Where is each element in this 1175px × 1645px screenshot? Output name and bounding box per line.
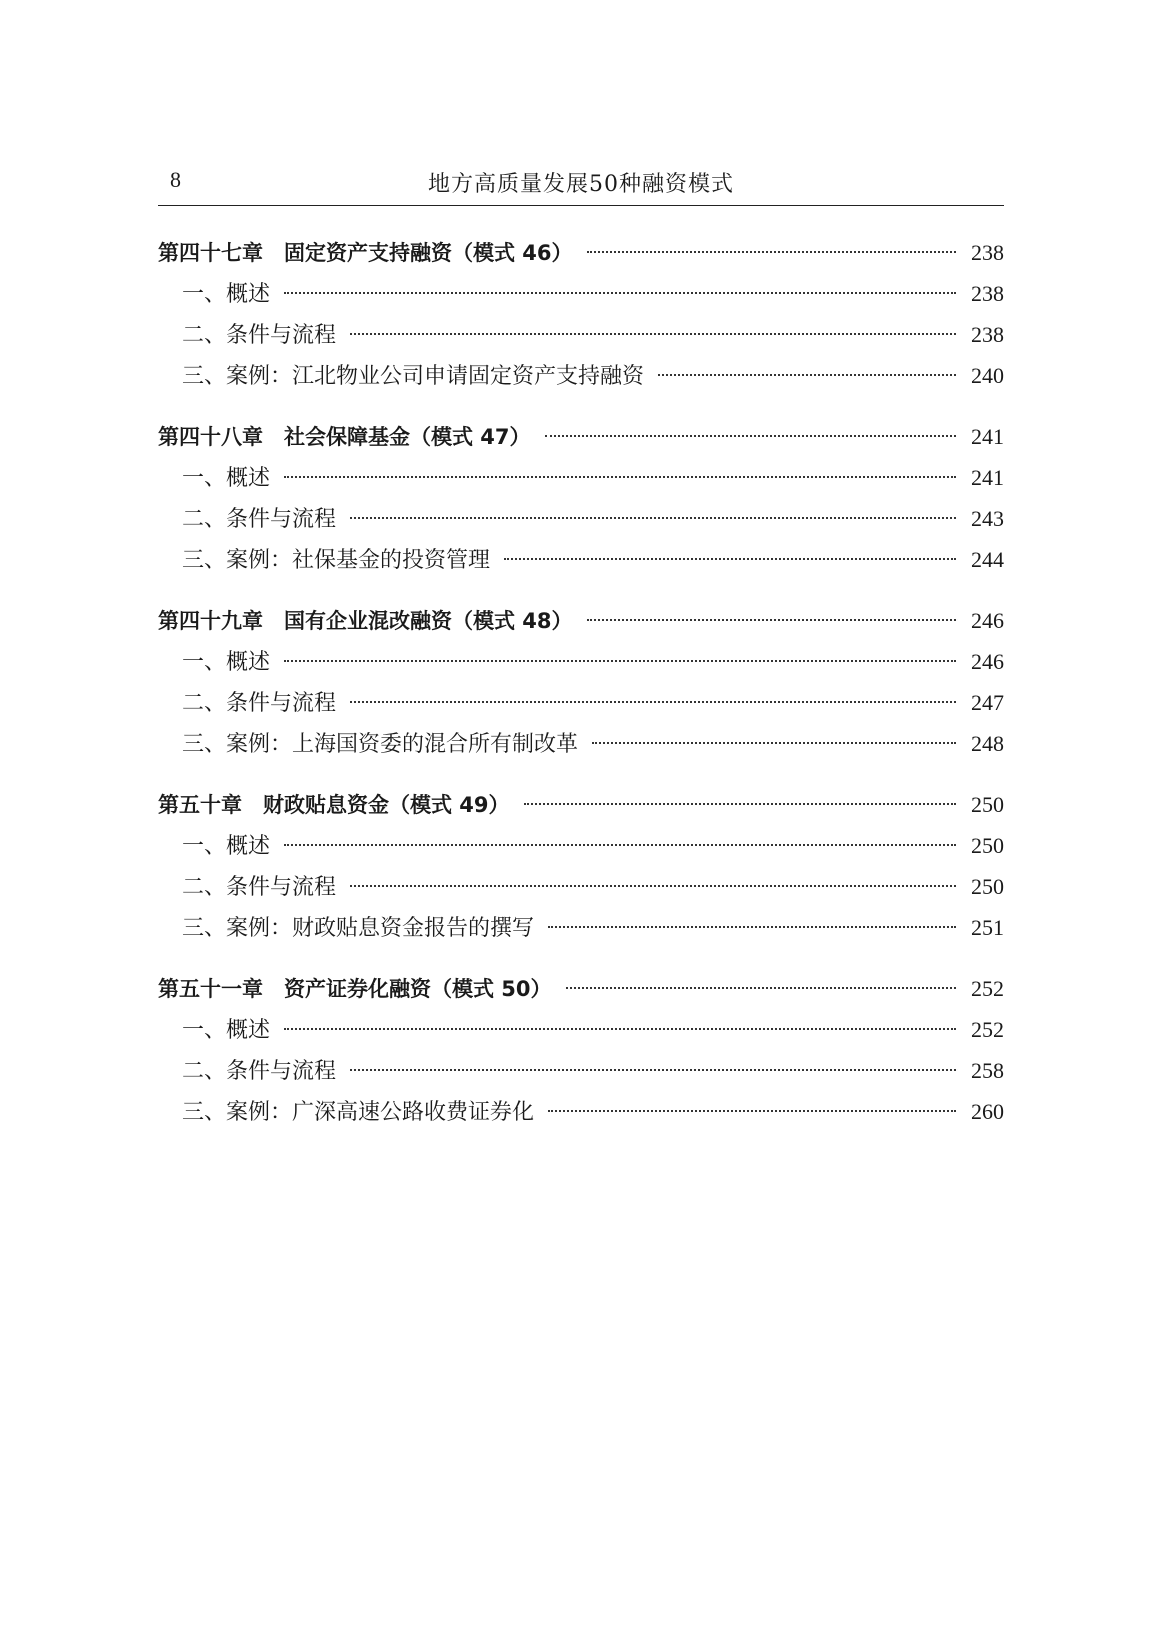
chapter-title: 第五十一章 资产证券化融资（模式 50） [158,977,552,1001]
section-entry[interactable] [158,539,1004,580]
dot-leader [284,660,956,662]
page-header [158,165,1004,206]
section-title: 一、概述 [182,1018,271,1043]
dot-leader [504,558,956,560]
section-page-number: 248 [971,731,1004,756]
dot-leader [284,1028,956,1030]
section-page-number: 252 [971,1017,1004,1042]
section-entry[interactable] [158,682,1004,723]
dot-leader [350,701,956,703]
section-title: 三、案例：江北物业公司申请固定资产支持融资 [182,364,645,389]
chapter-page-number: 238 [971,240,1004,265]
chapter-title: 第五十章 财政贴息资金（模式 49） [158,793,510,817]
section-title: 一、概述 [182,466,271,491]
page-number: 8 [170,167,181,192]
chapter-entry[interactable] [158,232,1004,273]
table-of-contents [158,232,1004,1152]
chapter-entry[interactable] [158,416,1004,457]
chapter-entry[interactable] [158,600,1004,641]
section-title: 二、条件与流程 [182,691,337,716]
dot-leader [284,292,956,294]
chapter-entry[interactable] [158,784,1004,825]
chapter-page-number: 241 [971,424,1004,449]
book-title: 地方高质量发展50种融资模式 [428,172,734,197]
dot-leader [587,251,956,253]
dot-leader [350,517,956,519]
chapter-49 [158,600,1004,764]
section-page-number: 250 [971,833,1004,858]
chapter-entry[interactable] [158,968,1004,1009]
section-title: 一、概述 [182,282,271,307]
section-title: 三、案例：广深高速公路收费证券化 [182,1100,535,1125]
chapter-page-number: 250 [971,792,1004,817]
section-entry[interactable] [158,314,1004,355]
section-page-number: 247 [971,690,1004,715]
section-page-number: 238 [971,281,1004,306]
section-title: 三、案例：财政贴息资金报告的撰写 [182,916,535,941]
dot-leader [350,1069,956,1071]
dot-leader [524,803,956,805]
section-page-number: 240 [971,363,1004,388]
section-entry[interactable] [158,1009,1004,1050]
dot-leader [350,885,956,887]
section-page-number: 244 [971,547,1004,572]
section-page-number: 241 [971,465,1004,490]
section-entry[interactable] [158,866,1004,907]
dot-leader [284,844,956,846]
section-page-number: 243 [971,506,1004,531]
section-title: 一、概述 [182,650,271,675]
dot-leader [350,333,956,335]
section-title: 二、条件与流程 [182,1059,337,1084]
dot-leader [545,435,956,437]
chapter-50 [158,784,1004,948]
section-title: 三、案例：社保基金的投资管理 [182,548,491,573]
chapter-title: 第四十九章 国有企业混改融资（模式 48） [158,609,573,633]
section-title: 二、条件与流程 [182,507,337,532]
section-entry[interactable] [158,825,1004,866]
chapter-47 [158,232,1004,396]
section-page-number: 250 [971,874,1004,899]
section-title: 二、条件与流程 [182,875,337,900]
dot-leader [548,926,956,928]
section-entry[interactable] [158,355,1004,396]
chapter-title: 第四十八章 社会保障基金（模式 47） [158,425,531,449]
dot-leader [658,374,956,376]
dot-leader [592,742,956,744]
dot-leader [587,619,956,621]
section-entry[interactable] [158,498,1004,539]
chapter-title: 第四十七章 固定资产支持融资（模式 46） [158,241,573,265]
section-page-number: 251 [971,915,1004,940]
section-title: 三、案例：上海国资委的混合所有制改革 [182,732,579,757]
section-entry[interactable] [158,457,1004,498]
dot-leader [284,476,956,478]
section-entry[interactable] [158,907,1004,948]
chapter-48 [158,416,1004,580]
dot-leader [566,987,956,989]
section-page-number: 258 [971,1058,1004,1083]
chapter-51 [158,968,1004,1132]
section-entry[interactable] [158,1050,1004,1091]
chapter-page-number: 252 [971,976,1004,1001]
section-entry[interactable] [158,723,1004,764]
section-title: 二、条件与流程 [182,323,337,348]
section-entry[interactable] [158,273,1004,314]
section-page-number: 260 [971,1099,1004,1124]
section-page-number: 246 [971,649,1004,674]
section-entry[interactable] [158,1091,1004,1132]
chapter-page-number: 246 [971,608,1004,633]
dot-leader [548,1110,956,1112]
section-page-number: 238 [971,322,1004,347]
section-title: 一、概述 [182,834,271,859]
section-entry[interactable] [158,641,1004,682]
